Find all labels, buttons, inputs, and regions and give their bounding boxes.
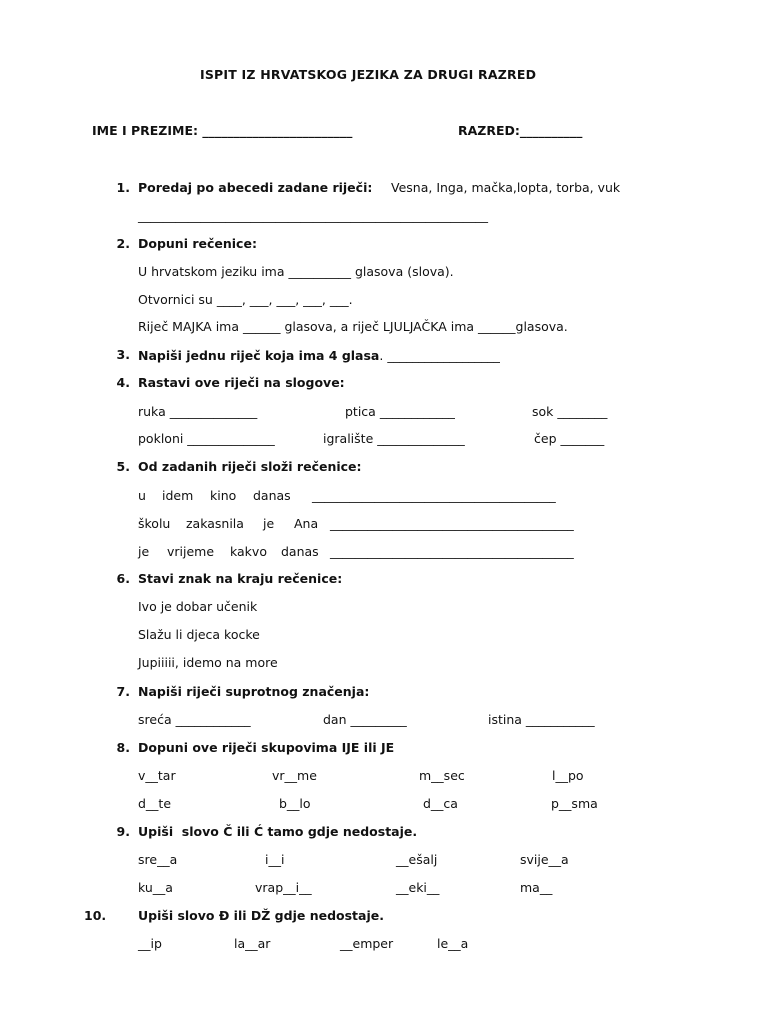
q5-word: idem: [162, 488, 194, 503]
q1-prompt: Poredaj po abecedi zadane riječi:: [138, 180, 373, 195]
q3-row: [138, 346, 500, 365]
q7-item: dan _________: [323, 712, 407, 727]
q10-prompt: Upiši slovo Đ ili DŽ gdje nedostaje.: [138, 908, 384, 923]
class-field-label: RAZRED:__________: [458, 123, 583, 138]
q9-item: vrap__i__: [255, 880, 312, 895]
q8-item: d__ca: [423, 796, 458, 811]
q5-word: je: [138, 544, 150, 559]
q10-number: 10.: [84, 908, 107, 923]
q9-item: ma__: [520, 880, 553, 895]
q9-item: __ešalj: [396, 852, 438, 867]
q4-item: igralište ______________: [323, 431, 465, 446]
q9-prompt: Upiši slovo Č ili Ć tamo gdje nedostaje.: [138, 824, 418, 839]
q4-item: čep _______: [534, 431, 605, 446]
q5-word: školu: [138, 516, 171, 531]
q5-word: Ana: [294, 516, 319, 531]
q4-item: ptica ____________: [345, 404, 455, 419]
q8-item: d__te: [138, 796, 172, 811]
q8-prompt: Dopuni ove riječi skupovima IJE ili JE: [138, 740, 395, 755]
q6-prompt: Stavi znak na kraju rečenice:: [138, 571, 343, 586]
q8-item: v__tar: [138, 768, 176, 783]
q3-answer-line: . __________________: [379, 348, 500, 363]
q3-prompt: Napiši jednu riječ koja ima 4 glasa: [138, 348, 380, 363]
q10-item: __ip: [138, 936, 162, 951]
q4-prompt: Rastavi ove riječi na slogove:: [138, 375, 345, 390]
q5-prompt: Od zadanih riječi složi rečenice:: [138, 459, 362, 474]
q5-word: u: [138, 488, 146, 503]
q6-sentence: Ivo je dobar učenik: [138, 599, 258, 614]
q4-item: sok ________: [532, 404, 608, 419]
q3-number: 3.: [116, 347, 130, 362]
q9-item: svije__a: [520, 852, 569, 867]
page-title: ISPIT IZ HRVATSKOG JEZIKA ZA DRUGI RAZRED: [200, 67, 537, 82]
q8-item: l__po: [552, 768, 584, 783]
q5-word: danas: [281, 544, 319, 559]
q9-number: 9.: [116, 824, 130, 839]
q4-item: pokloni ______________: [138, 431, 275, 446]
q4-item: ruka ______________: [138, 404, 258, 419]
q5-word: kakvo: [230, 544, 267, 559]
q1-answer-line: ________________________________________________________: [138, 208, 488, 223]
q9-item: sre__a: [138, 852, 178, 867]
q7-prompt: Napiši riječi suprotnog značenja:: [138, 684, 370, 699]
q9-item: __eki__: [396, 880, 440, 895]
name-field-label: IME I PREZIME: ________________________: [92, 123, 353, 138]
q5-answer-line: _______________________________________: [312, 488, 556, 503]
q7-item: istina ___________: [488, 712, 595, 727]
q8-number: 8.: [116, 740, 130, 755]
q9-item: ku__a: [138, 880, 173, 895]
q10-item: la__ar: [234, 936, 271, 951]
q5-word: kino: [210, 488, 237, 503]
q5-word: zakasnila: [186, 516, 244, 531]
q5-answer-line: _______________________________________: [330, 544, 574, 559]
q4-number: 4.: [116, 375, 130, 390]
q7-item: sreća ____________: [138, 712, 251, 727]
q5-word: danas: [253, 488, 291, 503]
q1-number: 1.: [116, 180, 130, 195]
q8-item: b__lo: [279, 796, 311, 811]
q1-words: Vesna, Inga, mačka,lopta, torba, vuk: [391, 180, 621, 195]
q2-number: 2.: [116, 236, 130, 251]
q6-sentence: Slažu li djeca kocke: [138, 627, 260, 642]
q9-item: i__i: [265, 852, 285, 867]
q7-number: 7.: [116, 684, 130, 699]
q2-line-1: U hrvatskom jeziku ima __________ glasova (slova).: [138, 264, 454, 279]
q2-prompt: Dopuni rečenice:: [138, 236, 257, 251]
q8-item: p__sma: [551, 796, 598, 811]
q2-line-2: Otvornici su ____, ___, ___, ___, ___.: [138, 292, 353, 307]
q8-item: vr__me: [272, 768, 317, 783]
q10-item: le__a: [437, 936, 469, 951]
q2-line-3: Riječ MAJKA ima ______ glasova, a riječ LJULJAČKA ima ______glasova.: [138, 319, 568, 334]
q5-answer-line: _______________________________________: [330, 516, 574, 531]
q5-word: je: [263, 516, 275, 531]
q10-item: __emper: [340, 936, 394, 951]
q6-sentence: Jupiiiii, idemo na more: [138, 655, 278, 670]
q6-number: 6.: [116, 571, 130, 586]
q5-number: 5.: [116, 459, 130, 474]
q8-item: m__sec: [419, 768, 465, 783]
q5-word: vrijeme: [167, 544, 215, 559]
